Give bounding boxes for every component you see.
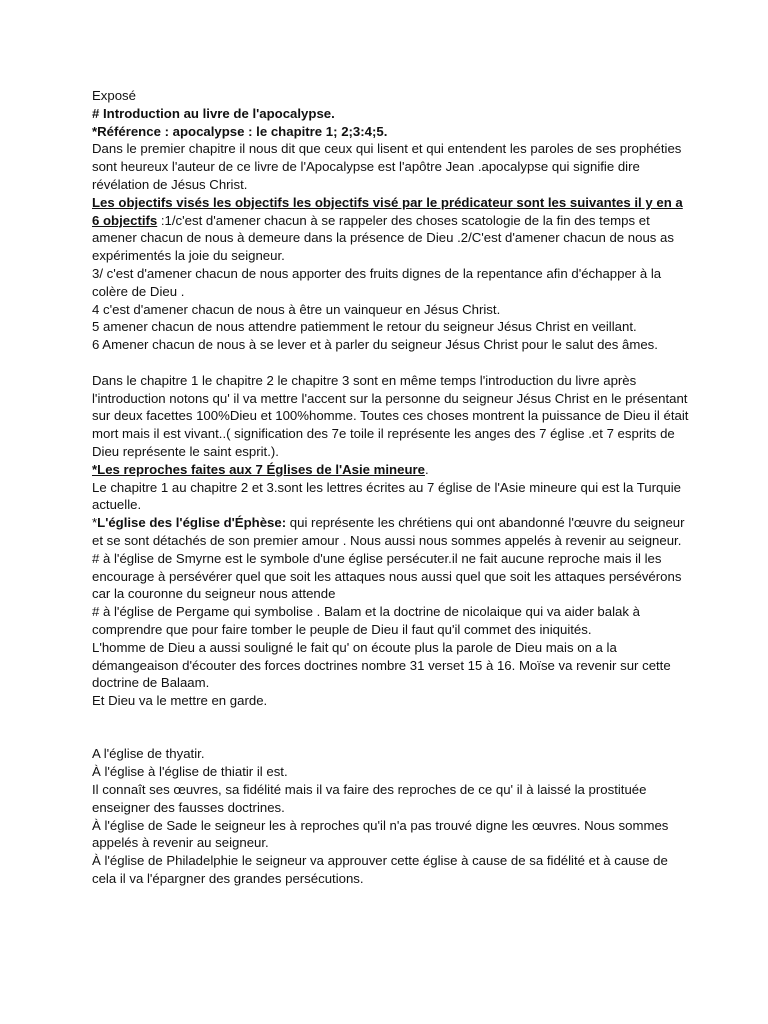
ephese-heading: L'église des l'église d'Éphèse: xyxy=(97,515,287,531)
intro-paragraph: Dans le premier chapitre il nous dit que ceux qui lisent et qui entendent les paroles de ses prophéties sont heureux l'auteur de ce livre de l'Apocalypse est l'apôtre Jean .apocalypse qui signifie dire révélation de Jésus Christ. xyxy=(92,141,682,192)
thyatir-line-2: À l'église à l'église de thiatir il est. xyxy=(92,764,288,780)
intro-heading: # Introduction au livre de l'apocalypse. xyxy=(92,105,335,121)
garde-paragraph: Et Dieu va le mettre en garde. xyxy=(92,693,268,709)
smyrne-paragraph: # à l'église de Smyrne est le symbole d'une église persécuter.il ne fait aucune reproche mais il les encourage à persévérer quel que soit les attaques nous aussi quel que soit les attaques persévérons car la couronne du seigneur nous attende xyxy=(92,550,682,602)
ephese-paragraph xyxy=(92,514,692,550)
pergame-paragraph: # à l'église de Pergame qui symbolise . Balam et la doctrine de nicolaique qui va aider balak à comprendre que pour faire tomber le peuple de Dieu il faut qu'il commet des iniquités. xyxy=(92,604,640,637)
philadelphie-paragraph: À l'église de Philadelphie le seigneur va approuver cette église à cause de sa fidélité et à cause de cela il va l'épargner des grandes persécutions. xyxy=(92,853,668,887)
reference-line: *Référence : apocalypse : le chapitre 1; 2;3:4;5. xyxy=(92,123,388,139)
objectives-paragraph xyxy=(92,194,692,265)
letters-paragraph: Le chapitre 1 au chapitre 2 et 3.sont les lettres écrites au 7 église de l'Asie mineure qui est la Turquie actuelle. xyxy=(92,479,681,513)
reproaches-heading-tail: . xyxy=(424,461,429,477)
doc-title: Exposé xyxy=(92,88,136,103)
reproaches-heading: *Les reproches faites aux 7 Églises de l'Asie mineure xyxy=(92,461,425,477)
thyatir-paragraph: Il connaît ses œuvres, sa fidélité mais il va faire des reproches de ce qu' il à laissé la prostituée enseigner des fausses doctrines. xyxy=(92,782,647,815)
reproaches-paragraph xyxy=(92,461,692,479)
objective-4: 4 c'est d'amener chacun de nous à être un vainqueur en Jésus Christ. xyxy=(92,301,501,317)
objective-6: 6 Amener chacun de nous à se lever et à parler du seigneur Jésus Christ pour le salut des âmes. xyxy=(92,337,658,353)
thyatir-line-1: A l'église de thyatir. xyxy=(92,746,205,762)
document-page xyxy=(92,87,692,888)
sade-paragraph: À l'église de Sade le seigneur les à reproches qu'il n'a pas trouvé digne les œuvres. Nous sommes appelés à revenir au seigneur. xyxy=(92,817,669,851)
ephese-text: qui représente les chrétiens qui ont abandonné l'œuvre du seigneur et se sont détachés de son premier amour . Nous aussi nous sommes appelés à revenir au seigneur. xyxy=(92,515,685,548)
chapters-paragraph: Dans le chapitre 1 le chapitre 2 le chapitre 3 sont en même temps l'introduction du livre après l'introduction notons qu' il va mettre l'accent sur la personne du seigneur Jésus Christ en le présentant sur deux facettes 100%Dieu et 100%homme. Toutes ces choses montrent la puissance de Dieu il était mort mais il est vivant..( signification des 7e toile il représente les anges des 7 église .et 7 esprits de Dieu représente le saint esprit.). xyxy=(92,372,689,459)
objective-5: 5 amener chacun de nous attendre patiemment le retour du seigneur Jésus Christ en veillant. xyxy=(92,319,637,335)
ephese-prefix: * xyxy=(92,515,98,531)
objectives-text: :1/c'est d'amener chacun à se rappeler des choses scatologie de la fin des temps et amener chacun de nous à demeure dans la présence de Dieu .2/C'est d'amener chacun de nous as expérimentés la joie du seigneur. xyxy=(92,212,674,264)
paragraph-spacer xyxy=(92,354,692,372)
objective-3: 3/ c'est d'amener chacun de nous apporter des fruits dignes de la repentance afin d'échapper à la colère de Dieu . xyxy=(92,265,662,299)
paragraph-spacer xyxy=(92,710,692,746)
objectives-heading: Les objectifs visés les objectifs les objectifs visé par le prédicateur sont les suivantes il y en a 6 objectifs xyxy=(92,194,683,228)
homme-paragraph: L'homme de Dieu a aussi souligné le fait qu' on écoute plus la parole de Dieu mais on a la démangeaison d'écouter des forces doctrines nombre 31 verset 15 à 16. Moïse va revenir sur cette doctrine de Balaam. xyxy=(92,639,671,691)
